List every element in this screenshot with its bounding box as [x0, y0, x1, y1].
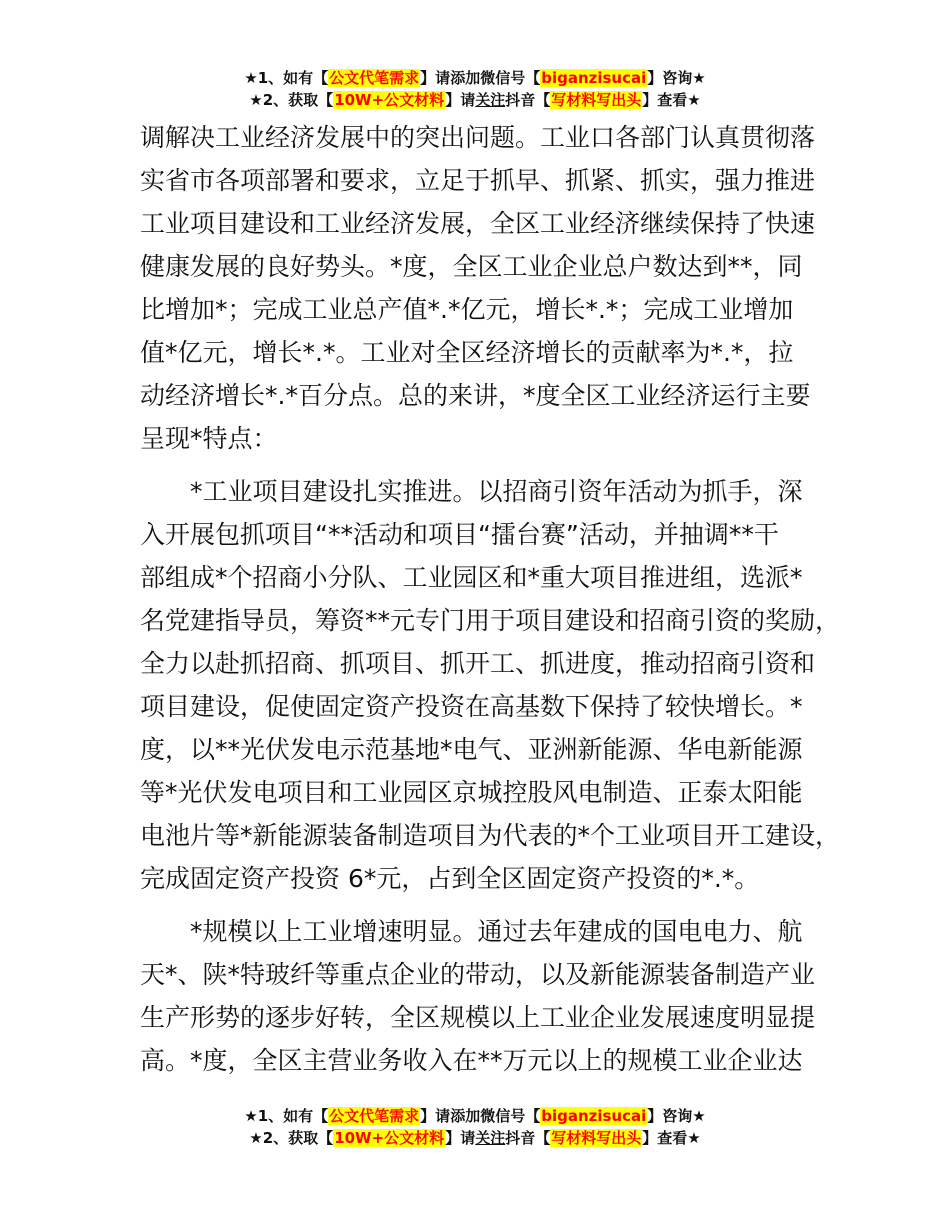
text-line: 工业项目建设和工业经济发展，全区工业经济继续保持了快速 [140, 209, 816, 238]
highlight-service: 公文代笔需求 [329, 69, 420, 87]
star-icon: ★ [249, 1129, 263, 1147]
footer-banner [0, 1105, 950, 1149]
text-line: 等*光伏发电项目和工业园区京城控股风电制造、正泰太阳能 [140, 778, 803, 807]
text-line: 全力以赴抓招商、抓项目、抓开工、抓进度，推动招商引资和 [140, 649, 816, 678]
highlight-wechat-id: biganzisucai [541, 1107, 647, 1125]
text-line: 入开展包抓项目“**活动和项目“擂台赛”活动，并抽调**干 [140, 520, 779, 549]
header-banner [0, 67, 950, 111]
text-line: 部组成*个招商小分队、工业园区和*重大项目推进组，选派* [140, 563, 803, 592]
highlight-materials: 10W+公文材料 [334, 91, 445, 109]
text-line: 度，以**光伏发电示范基地*电气、亚洲新能源、华电新能源 [140, 735, 803, 764]
banner-line-2: ★2、获取【10W+公文材料】请关注抖音【写材料写出头】查看★ [249, 1129, 701, 1147]
paragraph [140, 470, 840, 900]
banner-line-2: ★2、获取【10W+公文材料】请关注抖音【写材料写出头】查看★ [249, 91, 701, 109]
text-line: 值*亿元，增长*.*。工业对全区经济增长的贡献率为*.*，拉 [140, 338, 794, 367]
text-line: 项目建设，促使固定资产投资在高基数下保持了较快增长。* [140, 692, 803, 721]
text-line: 比增加*；完成工业总产值*.*亿元，增长*.*；完成工业增加 [140, 295, 794, 324]
text-line: 生产形势的逐步好转，全区规模以上工业企业发展速度明显提 [140, 1003, 816, 1032]
text-line: 天*、陕*特玻纤等重点企业的带动，以及新能源装备制造产业 [140, 960, 816, 989]
text-line: 实省市各项部署和要求，立足于抓早、抓紧、抓实，强力推进 [140, 166, 816, 195]
highlight-materials: 10W+公文材料 [334, 1129, 445, 1147]
highlight-douyin-id: 写材料写出头 [551, 1129, 642, 1147]
text-line: *工业项目建设扎实推进。以招商引资年活动为抓手，深 [190, 477, 803, 506]
text-line: 健康发展的良好势头。*度，全区工业企业总户数达到**，同 [140, 252, 803, 281]
banner-line-1: ★1、如有【公文代笔需求】请添加微信号【biganzisucai】咨询★ [244, 69, 706, 87]
text-line: 动经济增长*.*百分点。总的来讲，*度全区工业经济运行主要 [140, 381, 811, 410]
text-line: 完成固定资产投资 6*元，占到全区固定资产投资的*.*。 [140, 864, 760, 893]
text-line: 电池片等*新能源装备制造项目为代表的*个工业项目开工建设， [140, 821, 841, 850]
text-line: 高。*度，全区主营业务收入在**万元以上的规模工业企业达 [140, 1046, 803, 1075]
paragraph [140, 910, 840, 1082]
document-body [140, 116, 840, 1082]
star-icon: ★ [244, 1107, 258, 1125]
star-icon: ★ [244, 69, 258, 87]
text-line: 名党建指导员，筹资**元专门用于项目建设和招商引资的奖励， [140, 606, 841, 635]
star-icon: ★ [249, 91, 263, 109]
text-line: *规模以上工业增速明显。通过去年建成的国电电力、航 [190, 917, 803, 946]
highlight-service: 公文代笔需求 [329, 1107, 420, 1125]
paragraph [140, 116, 840, 460]
banner-line-1: ★1、如有【公文代笔需求】请添加微信号【biganzisucai】咨询★ [244, 1107, 706, 1125]
text-line: 调解决工业经济发展中的突出问题。工业口各部门认真贯彻落 [140, 123, 816, 152]
highlight-wechat-id: biganzisucai [541, 69, 647, 87]
highlight-douyin-id: 写材料写出头 [551, 91, 642, 109]
text-line: 呈现*特点： [140, 424, 278, 453]
